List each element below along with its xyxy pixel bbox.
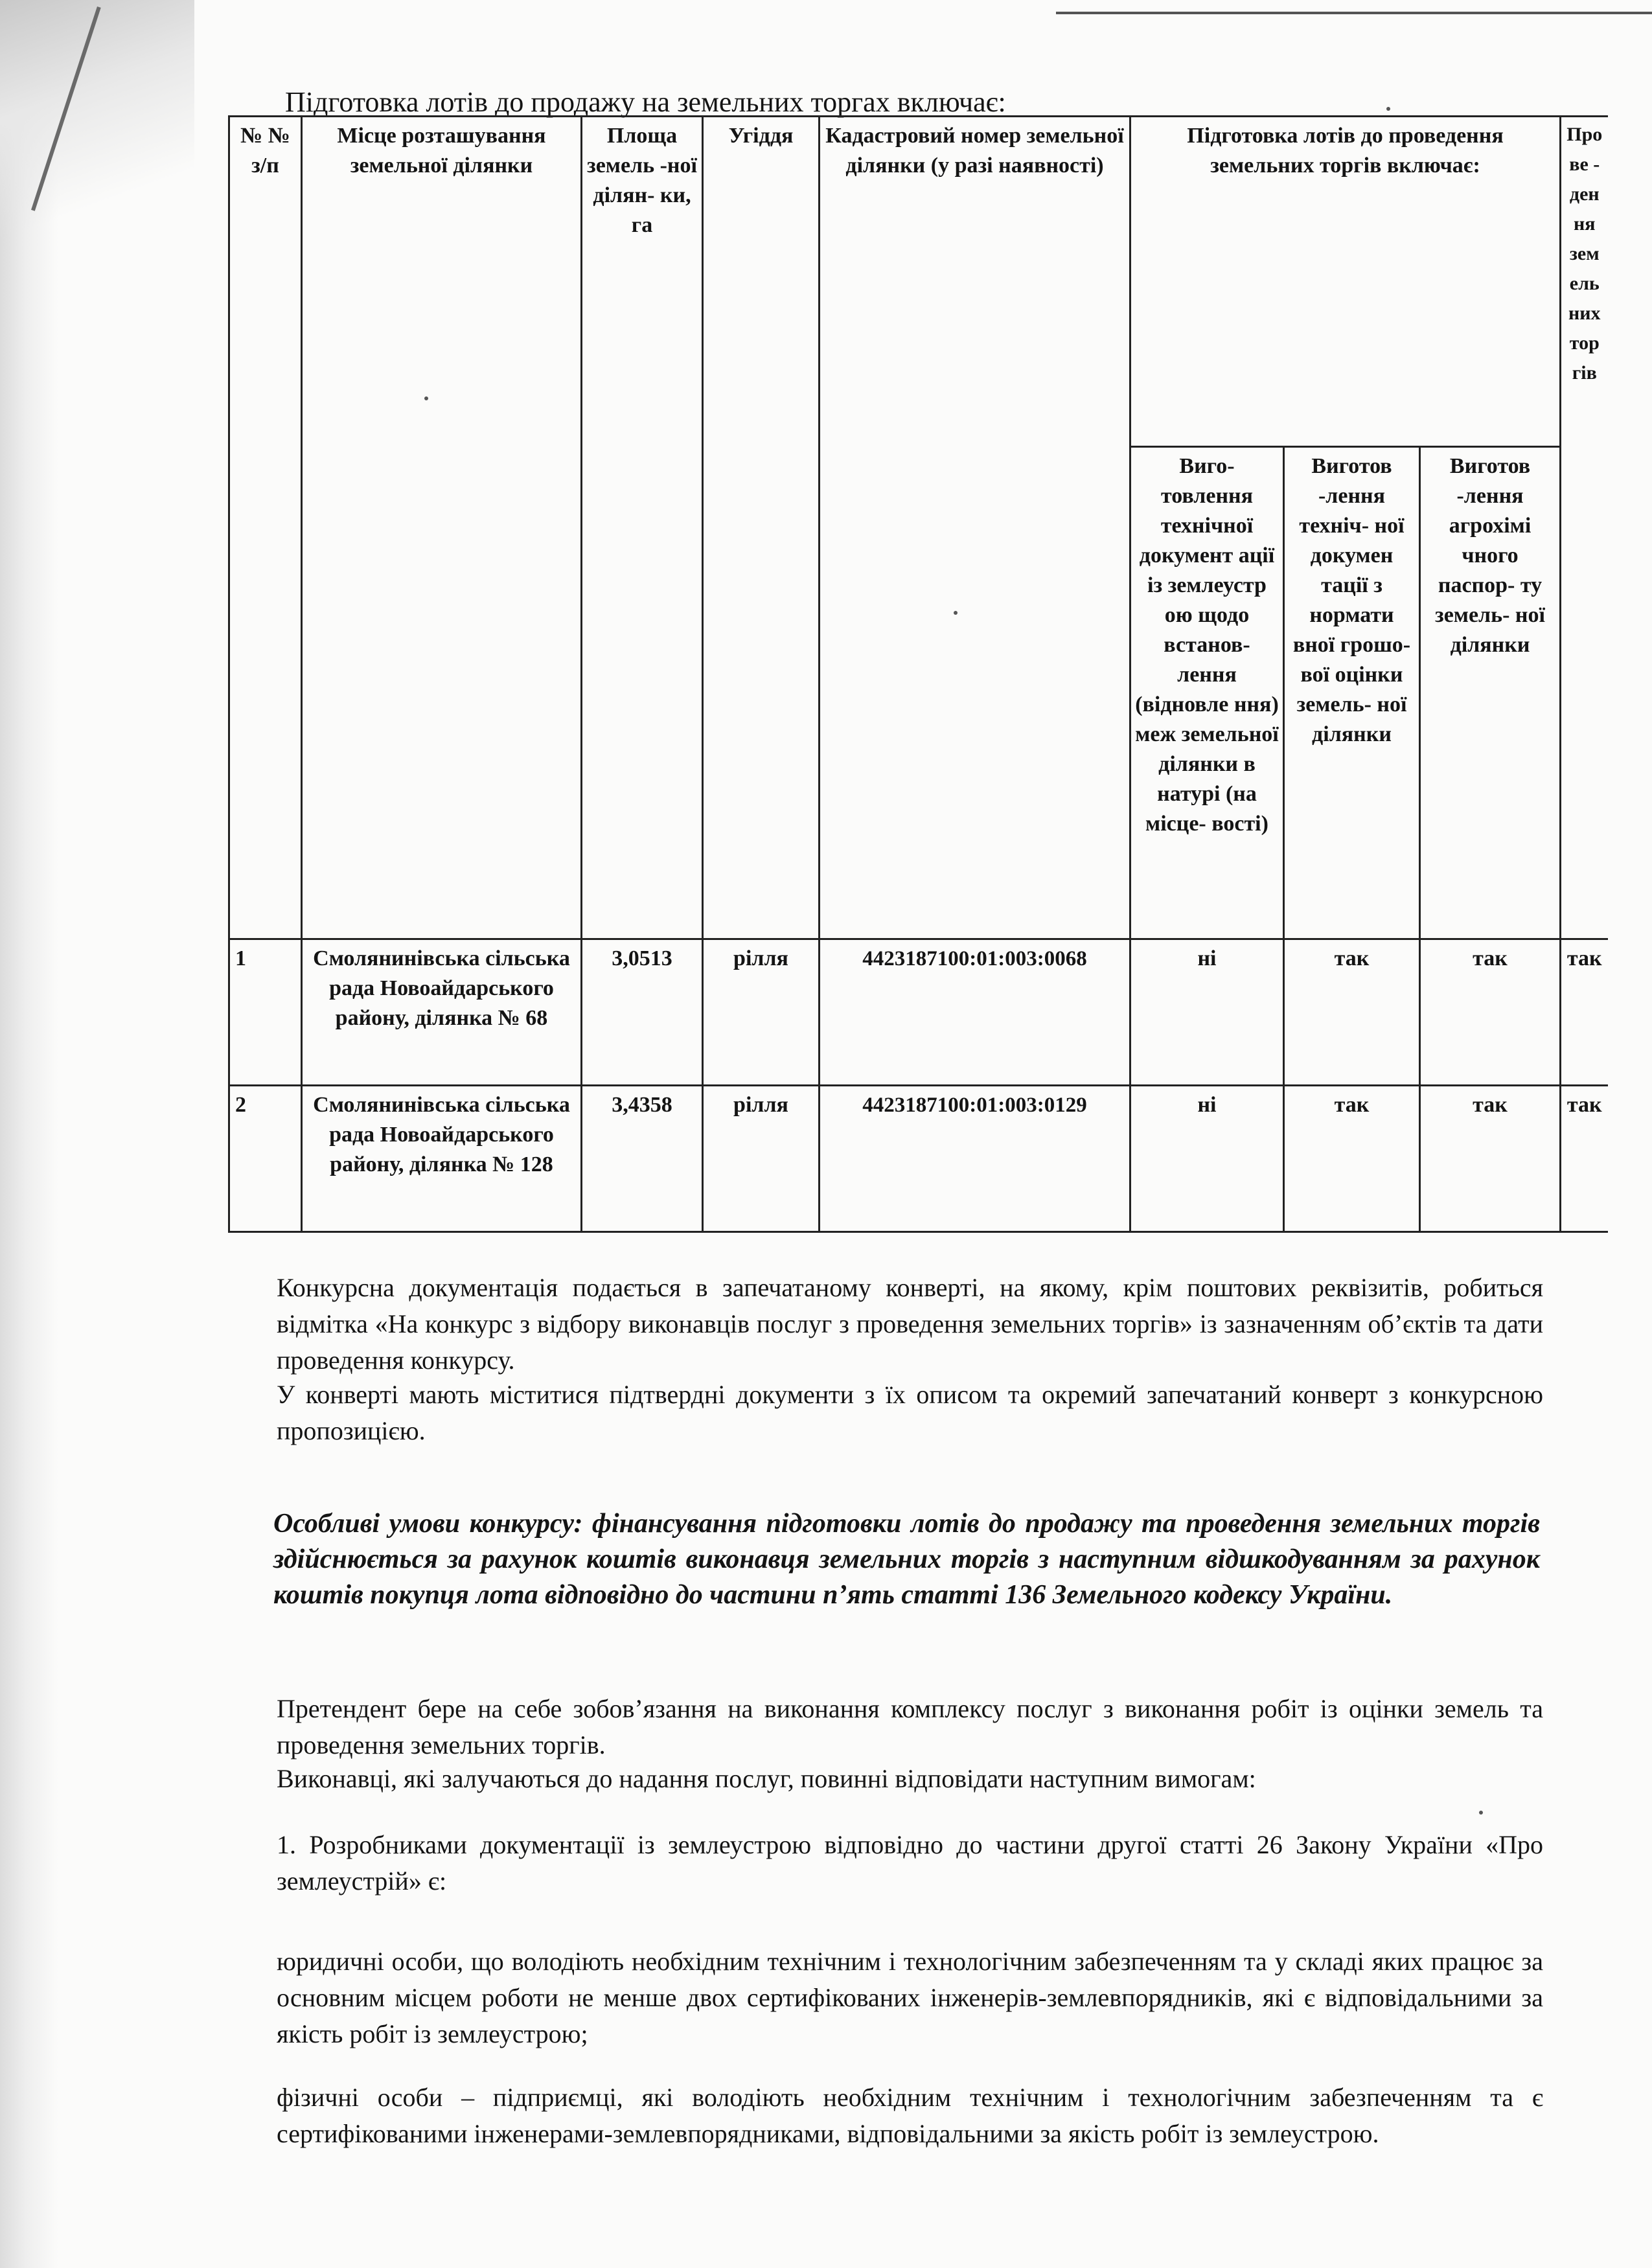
cell-valuation: так — [1284, 1086, 1420, 1232]
cell-cadastral: 4423187100:01:003:0068 — [820, 939, 1130, 1086]
paragraph-contents — [277, 1377, 1543, 1449]
paragraph-legal-entities — [277, 1943, 1543, 2052]
paragraph-obligation-text: Претендент бере на себе зобов’язання на виконання комплексу послуг з виконання робіт із оцінки земель та проведення земельних торгів. — [277, 1694, 1543, 1759]
lots-table-wrapper — [228, 115, 1607, 1233]
paragraph-legal-entities-text: юридичні особи, що володіють необхідним технічним і технологічним забезпеченням та у складі яких працює за основним місцем роботи не менше двох сертифікованих інженерів-землевпорядників, які є відповідальними за якість робіт із землеустрою; — [277, 1947, 1543, 2048]
table-row — [229, 939, 1608, 1086]
header-cadastral: Кадастровий номер земельної ділянки (у разі наявності) — [820, 117, 1130, 939]
paragraph-individuals — [277, 2079, 1543, 2152]
cell-passport: так — [1420, 939, 1561, 1086]
cell-land: рілля — [703, 1086, 820, 1232]
paragraph-envelope-text: Конкурсна документація подається в запечатаному конверті, на якому, крім поштових реквізитів, робиться відмітка «На конкурс з відбору виконавців послуг з проведення земельних торгів» із зазначенням об’єктів та дати проведення конкурсу. — [277, 1273, 1543, 1375]
header-num: № № з/п — [229, 117, 302, 939]
paragraph-developers-text: 1. Розробниками документації із землеустрою відповідно до частини другої статті 26 Закону України «Про землеустрій» є: — [277, 1830, 1543, 1896]
scan-speck — [954, 611, 958, 615]
scan-shadow-left — [0, 0, 58, 2268]
paragraph-contents-text: У конверті мають міститися підтвердні документи з їх описом та окремий запечатаний конверт з конкурсною пропозицією. — [277, 1380, 1543, 1445]
header-area: Площа земель -ної ділян- ки, га — [582, 117, 703, 939]
scan-speck — [1479, 1811, 1483, 1815]
cell-location: Смолянинівська сільська рада Новоайдарського району, ділянка № 68 — [302, 939, 582, 1086]
lots-table — [228, 115, 1608, 1233]
table-header-row-1 — [229, 117, 1608, 447]
header-prep-valuation: Виготов -лення техніч- ної докумен тації з нормати вної грошо- вої оцінки земель- ної ділянки — [1284, 447, 1420, 939]
header-auction: Про ве - ден ня зем ель них тор гів — [1561, 117, 1608, 939]
cell-cadastral: 4423187100:01:003:0129 — [820, 1086, 1130, 1232]
cell-land: рілля — [703, 939, 820, 1086]
special-conditions-text: Особливі умови конкурсу: фінансування підготовки лотів до продажу та проведення земельних торгів здійснюється за рахунок коштів виконавця земельних торгів з наступним відшкодуванням за рахунок коштів покупця лота відповідно до частини п’ять статті 136 Земельного кодексу України. — [273, 1509, 1540, 1610]
scan-speck — [1386, 107, 1390, 111]
header-prep-group: Підготовка лотів до проведення земельних торгів включає: — [1130, 117, 1561, 447]
cell-num: 2 — [229, 1086, 302, 1232]
special-conditions — [273, 1506, 1540, 1613]
paragraph-individuals-text: фізичні особи – підприємці, які володіють необхідним технічним і технологічним забезпеченням та є сертифікованими інженерами-землевпорядниками, відповідальними за якість робіт із землеустрою. — [277, 2083, 1543, 2148]
table-row — [229, 1086, 1608, 1232]
table-caption: Підготовка лотів до продажу на земельних торгах включає: — [285, 86, 1006, 118]
paragraph-requirements — [277, 1761, 1543, 1797]
paragraph-obligation — [277, 1691, 1543, 1763]
cell-auction: так — [1561, 939, 1608, 1086]
cell-passport: так — [1420, 1086, 1561, 1232]
paragraph-developers — [277, 1827, 1543, 1899]
cell-location: Смолянинівська сільська рада Новоайдарського району, ділянка № 128 — [302, 1086, 582, 1232]
cell-boundaries: ні — [1130, 939, 1284, 1086]
cell-num: 1 — [229, 939, 302, 1086]
header-location: Місце розташування земельної ділянки — [302, 117, 582, 939]
paragraph-envelope — [277, 1270, 1543, 1379]
cell-boundaries: ні — [1130, 1086, 1284, 1232]
top-rule — [1056, 12, 1652, 14]
paragraph-requirements-text: Виконавці, які залучаються до надання послуг, повинні відповідати наступним вимогам: — [277, 1764, 1256, 1793]
cell-area: 3,0513 — [582, 939, 703, 1086]
header-land: Угіддя — [703, 117, 820, 939]
scan-shadow-corner — [0, 0, 194, 272]
header-prep-passport: Виготов -лення агрохімі чного паспор- ту земель- ної ділянки — [1420, 447, 1561, 939]
scan-speck — [424, 396, 428, 400]
header-prep-boundaries: Виго- товлення технічної документ ації із землеустр ою щодо встанов- лення (відновле ння) меж земельної ділянки в натурі (на місце- вості) — [1130, 447, 1284, 939]
cell-area: 3,4358 — [582, 1086, 703, 1232]
cell-auction: так — [1561, 1086, 1608, 1232]
cell-valuation: так — [1284, 939, 1420, 1086]
